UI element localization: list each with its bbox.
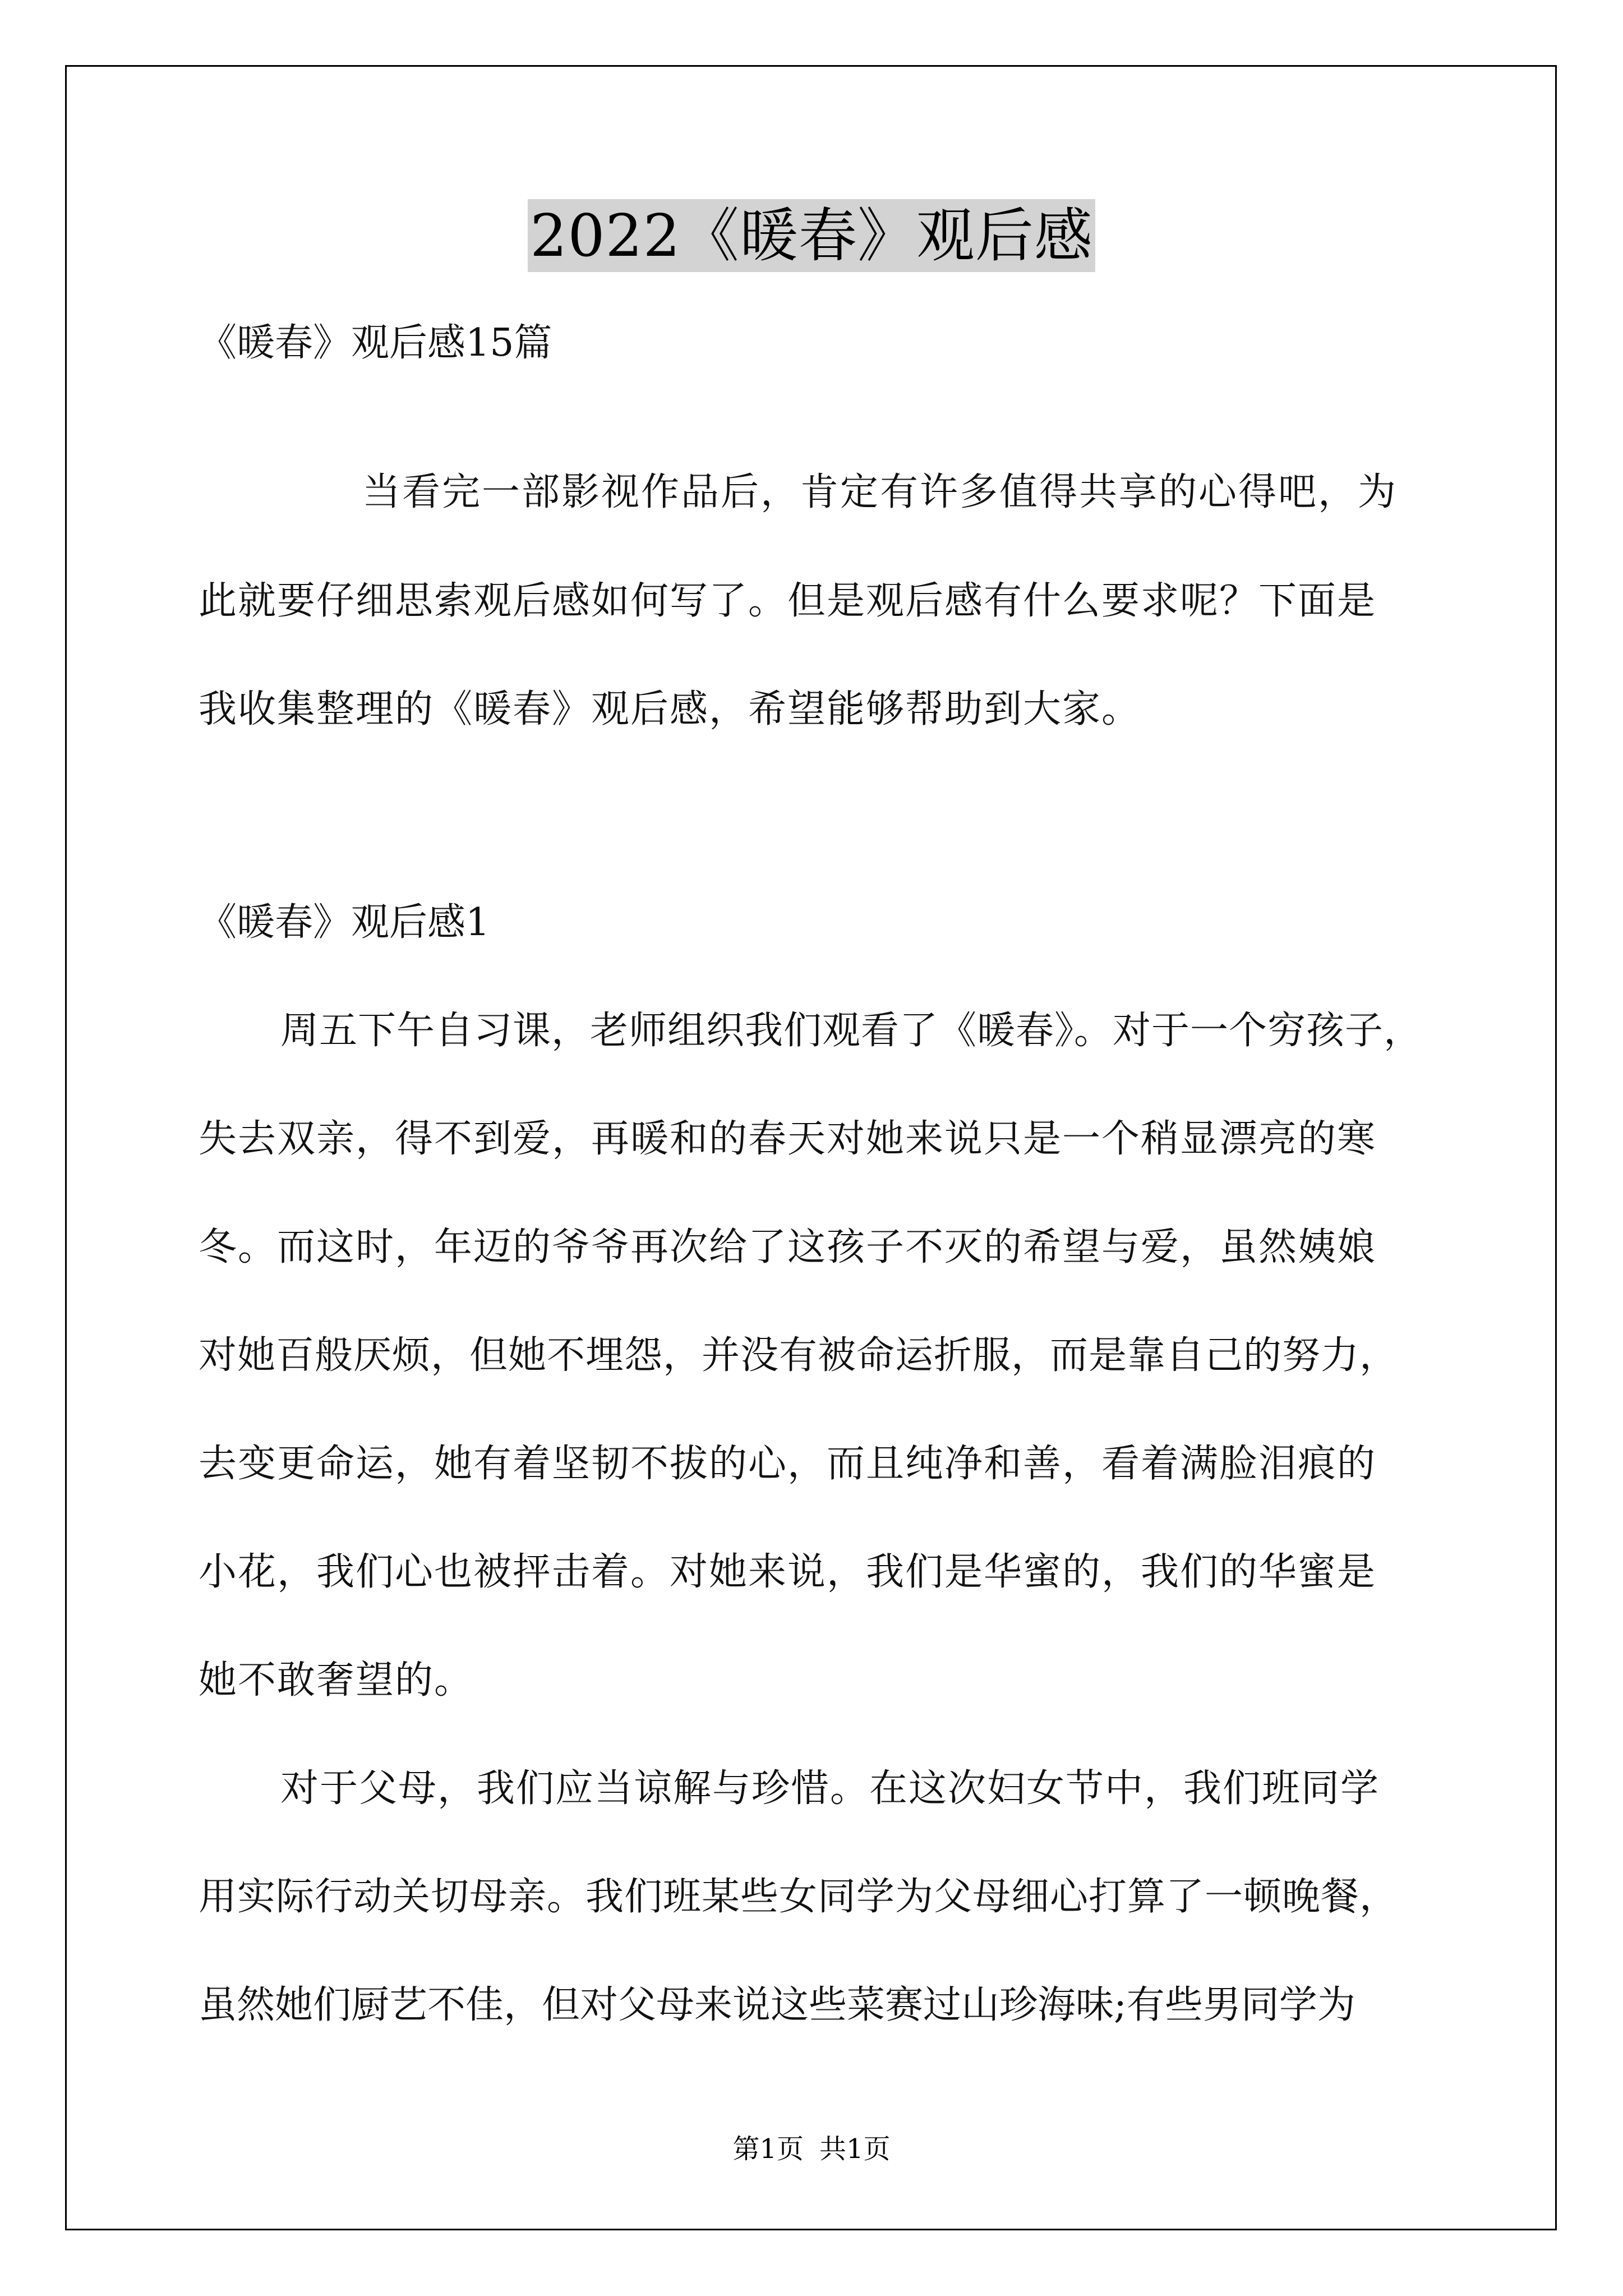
document-title: 2022《暖春》观后感	[528, 199, 1095, 272]
subtitle: 《暖春》观后感15篇	[199, 321, 552, 365]
intro-line-3: 我收集整理的《暖春》观后感，希望能够帮助到大家。	[199, 687, 1141, 731]
paragraph1-line-6: 小花，我们心也被抨击着。对她来说，我们是华蜜的，我们的华蜜是	[199, 1550, 1377, 1594]
page-total: 共1页	[819, 2133, 891, 2165]
page-number: 第1页	[732, 2133, 804, 2165]
paragraph2-line-3: 虽然她们厨艺不佳，但对父母来说这些菜赛过山珍海味;有些男同学为	[199, 1983, 1355, 2027]
paragraph1-line-2: 失去双亲，得不到爱，再暖和的春天对她来说只是一个稍显漂亮的寒	[199, 1117, 1377, 1161]
page-footer	[0, 2127, 1623, 2166]
paragraph2-line-1: 对于父母，我们应当谅解与珍惜。在这次妇女节中，我们班同学	[280, 1766, 1380, 1811]
intro-line-2: 此就要仔细思索观后感如何写了。但是观后感有什么要求呢？下面是	[199, 579, 1377, 623]
paragraph1-line-7: 她不敢奢望的。	[199, 1658, 474, 1703]
title-wrap	[0, 199, 1623, 272]
section-heading: 《暖春》观后感1	[199, 900, 490, 945]
paragraph1-line-1: 周五下午自习课，老师组织我们观看了《暖春》。对于一个穷孩子，	[280, 1009, 1423, 1053]
paragraph1-line-5: 去变更命运，她有着坚韧不拔的心，而且纯净和善，看着满脸泪痕的	[199, 1442, 1377, 1486]
paragraph1-line-3: 冬。而这时，年迈的爷爷再次给了这孩子不灭的希望与爱，虽然姨娘	[199, 1225, 1377, 1269]
paragraph2-line-2: 用实际行动关切母亲。我们班某些女同学为父母细心打算了一顿晚餐，	[199, 1875, 1399, 1919]
paragraph1-line-4: 对她百般厌烦，但她不埋怨，并没有被命运折服，而是靠自己的努力，	[199, 1333, 1399, 1378]
intro-line-1: 当看完一部影视作品后，肯定有许多值得共享的心得吧，为	[362, 470, 1398, 514]
